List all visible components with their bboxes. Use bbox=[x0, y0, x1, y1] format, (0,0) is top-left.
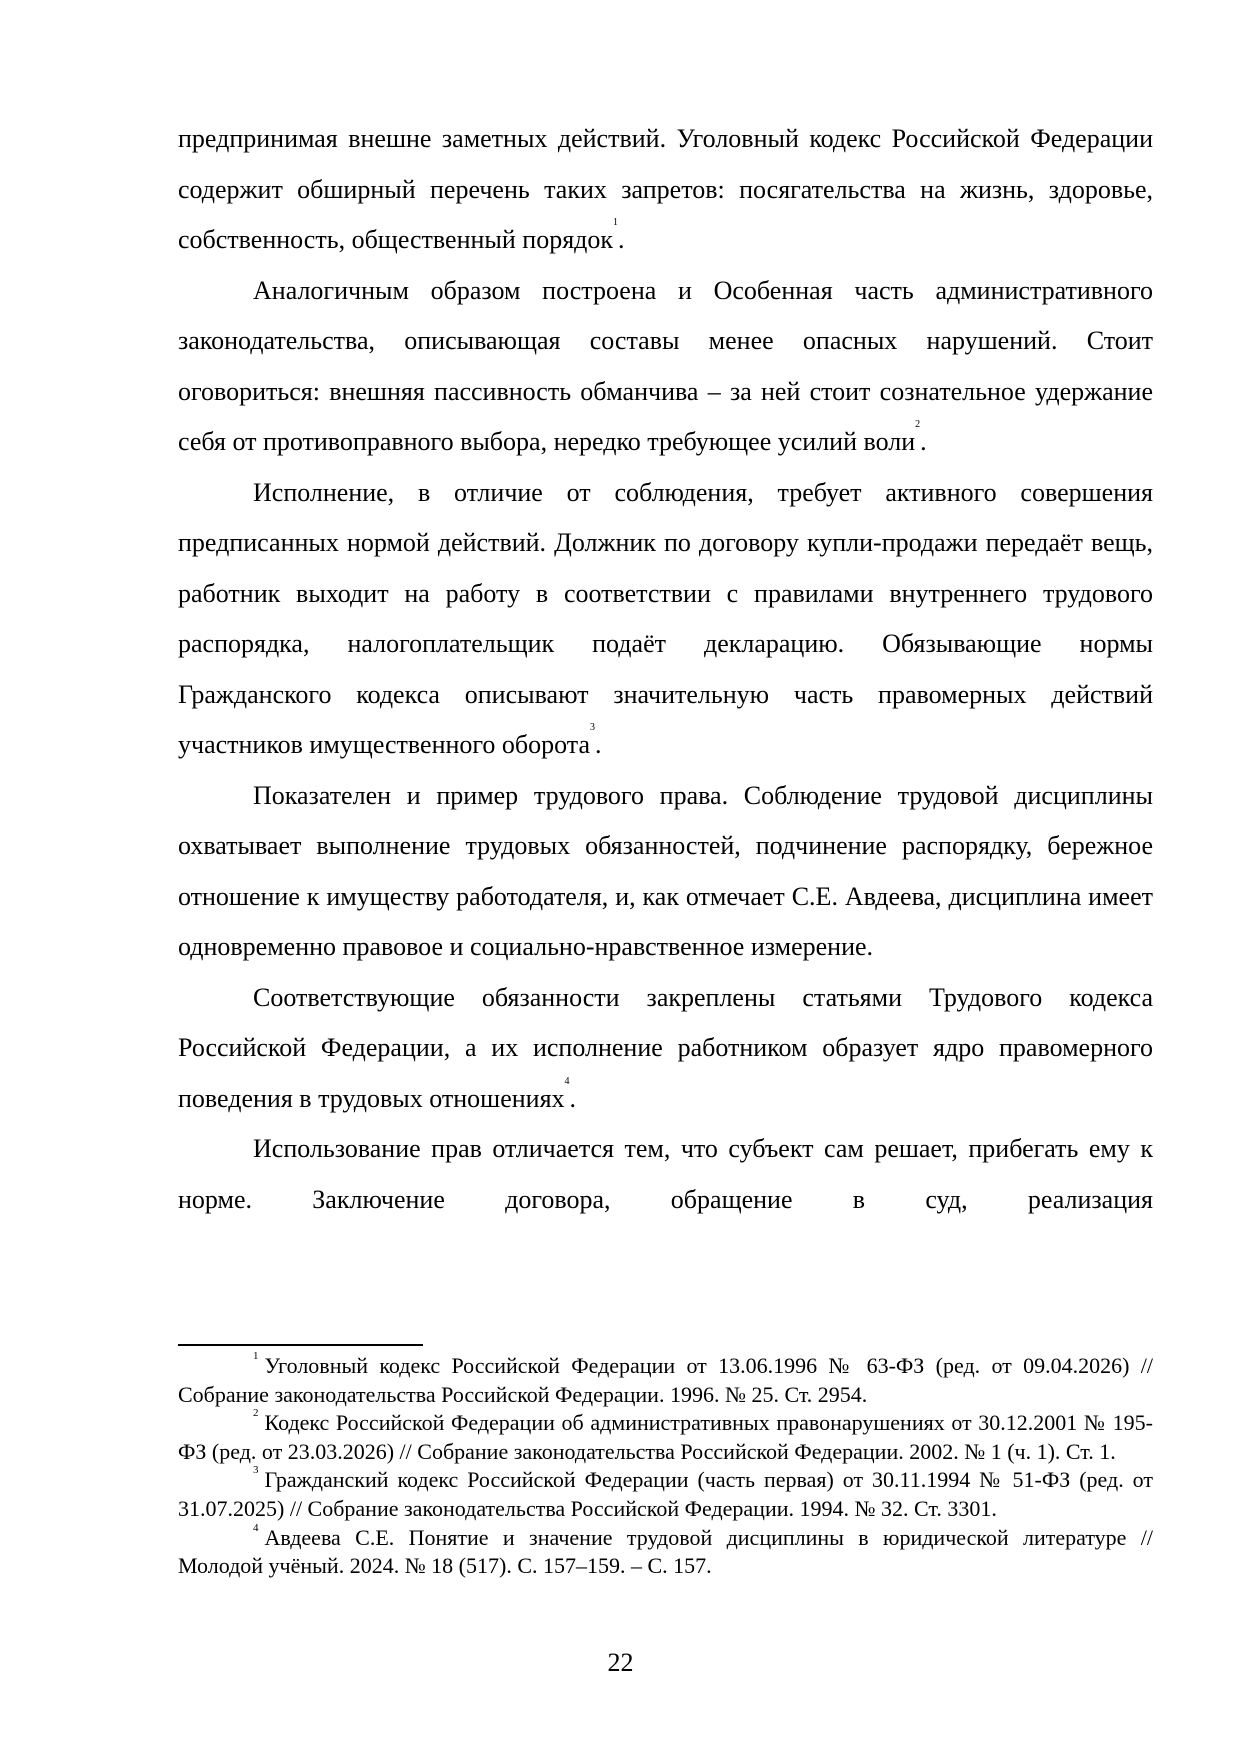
footnote-4 bbox=[178, 1521, 1153, 1581]
footnote-4-text: Авдеева С.Е. Понятие и значение трудовой дисциплины в юридической литературе // Молодой учёный. 2024. № 18 (517). С. 157–159. – С. 157. bbox=[178, 1524, 1153, 1579]
footnote-ref-3[interactable]: 3 bbox=[590, 722, 596, 733]
paragraph-3-end: . bbox=[595, 730, 602, 759]
footnotes bbox=[178, 1352, 1153, 1581]
footnote-3 bbox=[178, 1466, 1153, 1523]
paragraph-4 bbox=[178, 771, 1153, 973]
paragraph-1 bbox=[178, 114, 1153, 266]
paragraph-5 bbox=[178, 973, 1153, 1125]
footnote-mark-3: 3 bbox=[253, 1464, 259, 1477]
paragraph-1-end: . bbox=[618, 225, 625, 254]
paragraph-3-text: Исполнение, в отличие от соблюдения, требует активного совершения предписанных нормой действий. Должник по договору купли-продажи передаёт вещь, работник выходит на работу в соответствии с правилами внутреннего трудового распорядка, налогоплательщик подаёт декларацию. Обязывающие нормы Гражданского кодекса описывают значительную часть правомерных действий участников имущественного оборота bbox=[178, 477, 1153, 759]
footnote-mark-4: 4 bbox=[253, 1521, 259, 1534]
paragraph-3 bbox=[178, 468, 1153, 771]
footnote-1-text: Уголовный кодекс Российской Федерации от 13.06.1996 № 63-ФЗ (ред. от 09.04.2026) // Собрание законодательства Российской Федерации. 1996. № 25. Ст. 2954. bbox=[178, 1353, 1153, 1407]
paragraph-5-end: . bbox=[569, 1083, 577, 1113]
paragraph-6-text: Использование прав отличается тем, что субъект сам решает, прибегать ему к норме. Заключение договора, обращение в суд, реализация bbox=[178, 1134, 1153, 1214]
footnote-ref-2[interactable]: 2 bbox=[915, 419, 921, 430]
main-text bbox=[178, 114, 1153, 1225]
footnote-ref-1[interactable]: 1 bbox=[613, 217, 619, 228]
footnote-separator bbox=[178, 1344, 423, 1346]
paragraph-2-text: Аналогичным образом построена и Особенная часть административного законодательства, описывающая составы менее опасных нарушений. Стоит оговориться: внешняя пассивность обманчива – за ней стоит сознательное удержание себя от противоправного выбора, нередко требующее усилий воли bbox=[178, 275, 1153, 456]
footnote-ref-4[interactable]: 4 bbox=[564, 1075, 570, 1087]
footnote-2-text: Кодекс Российской Федерации об административных правонарушениях от 30.12.2001 № 195-ФЗ (ред. от 23.03.2026) // Собрание законодательства Российской Федерации. 2002. № 1 (ч. 1). Ст. 1. bbox=[178, 1410, 1153, 1464]
paragraph-1-text: предпринимая внешне заметных действий. Уголовный кодекс Российской Федерации содержит обширный перечень таких запретов: посягательства на жизнь, здоровье, собственность, общественный порядок bbox=[178, 124, 1153, 254]
paragraph-2 bbox=[178, 266, 1153, 468]
footnote-mark-1: 1 bbox=[253, 1350, 259, 1362]
page-number: 22 bbox=[607, 1648, 634, 1677]
paragraph-6 bbox=[178, 1124, 1153, 1225]
footnote-3-text: Гражданский кодекс Российской Федерации (часть первая) от 30.11.1994 № 51-ФЗ (ред. от 31.07.2025) // Собрание законодательства Российской Федерации. 1994. № 32. Ст. 3301. bbox=[178, 1467, 1153, 1521]
paragraph-2-end: . bbox=[920, 427, 927, 456]
footnote-2 bbox=[178, 1409, 1153, 1466]
paragraph-5-text: Соответствующие обязанности закреплены статьями Трудового кодекса Российской Федерации, а их исполнение работником образует ядро правомерного поведения в трудовых отношениях bbox=[178, 982, 1153, 1113]
paragraph-4-text: Показателен и пример трудового права. Соблюдение трудовой дисциплины охватывает выполнение трудовых обязанностей, подчинение распорядку, бережное отношение к имуществу работодателя, и, как отмечает С.Е. Авдеева, дисциплина имеет одновременно правовое и социально-нравственное измерение. bbox=[178, 780, 1153, 961]
footnote-1 bbox=[178, 1352, 1153, 1409]
footnote-mark-2: 2 bbox=[253, 1407, 259, 1420]
